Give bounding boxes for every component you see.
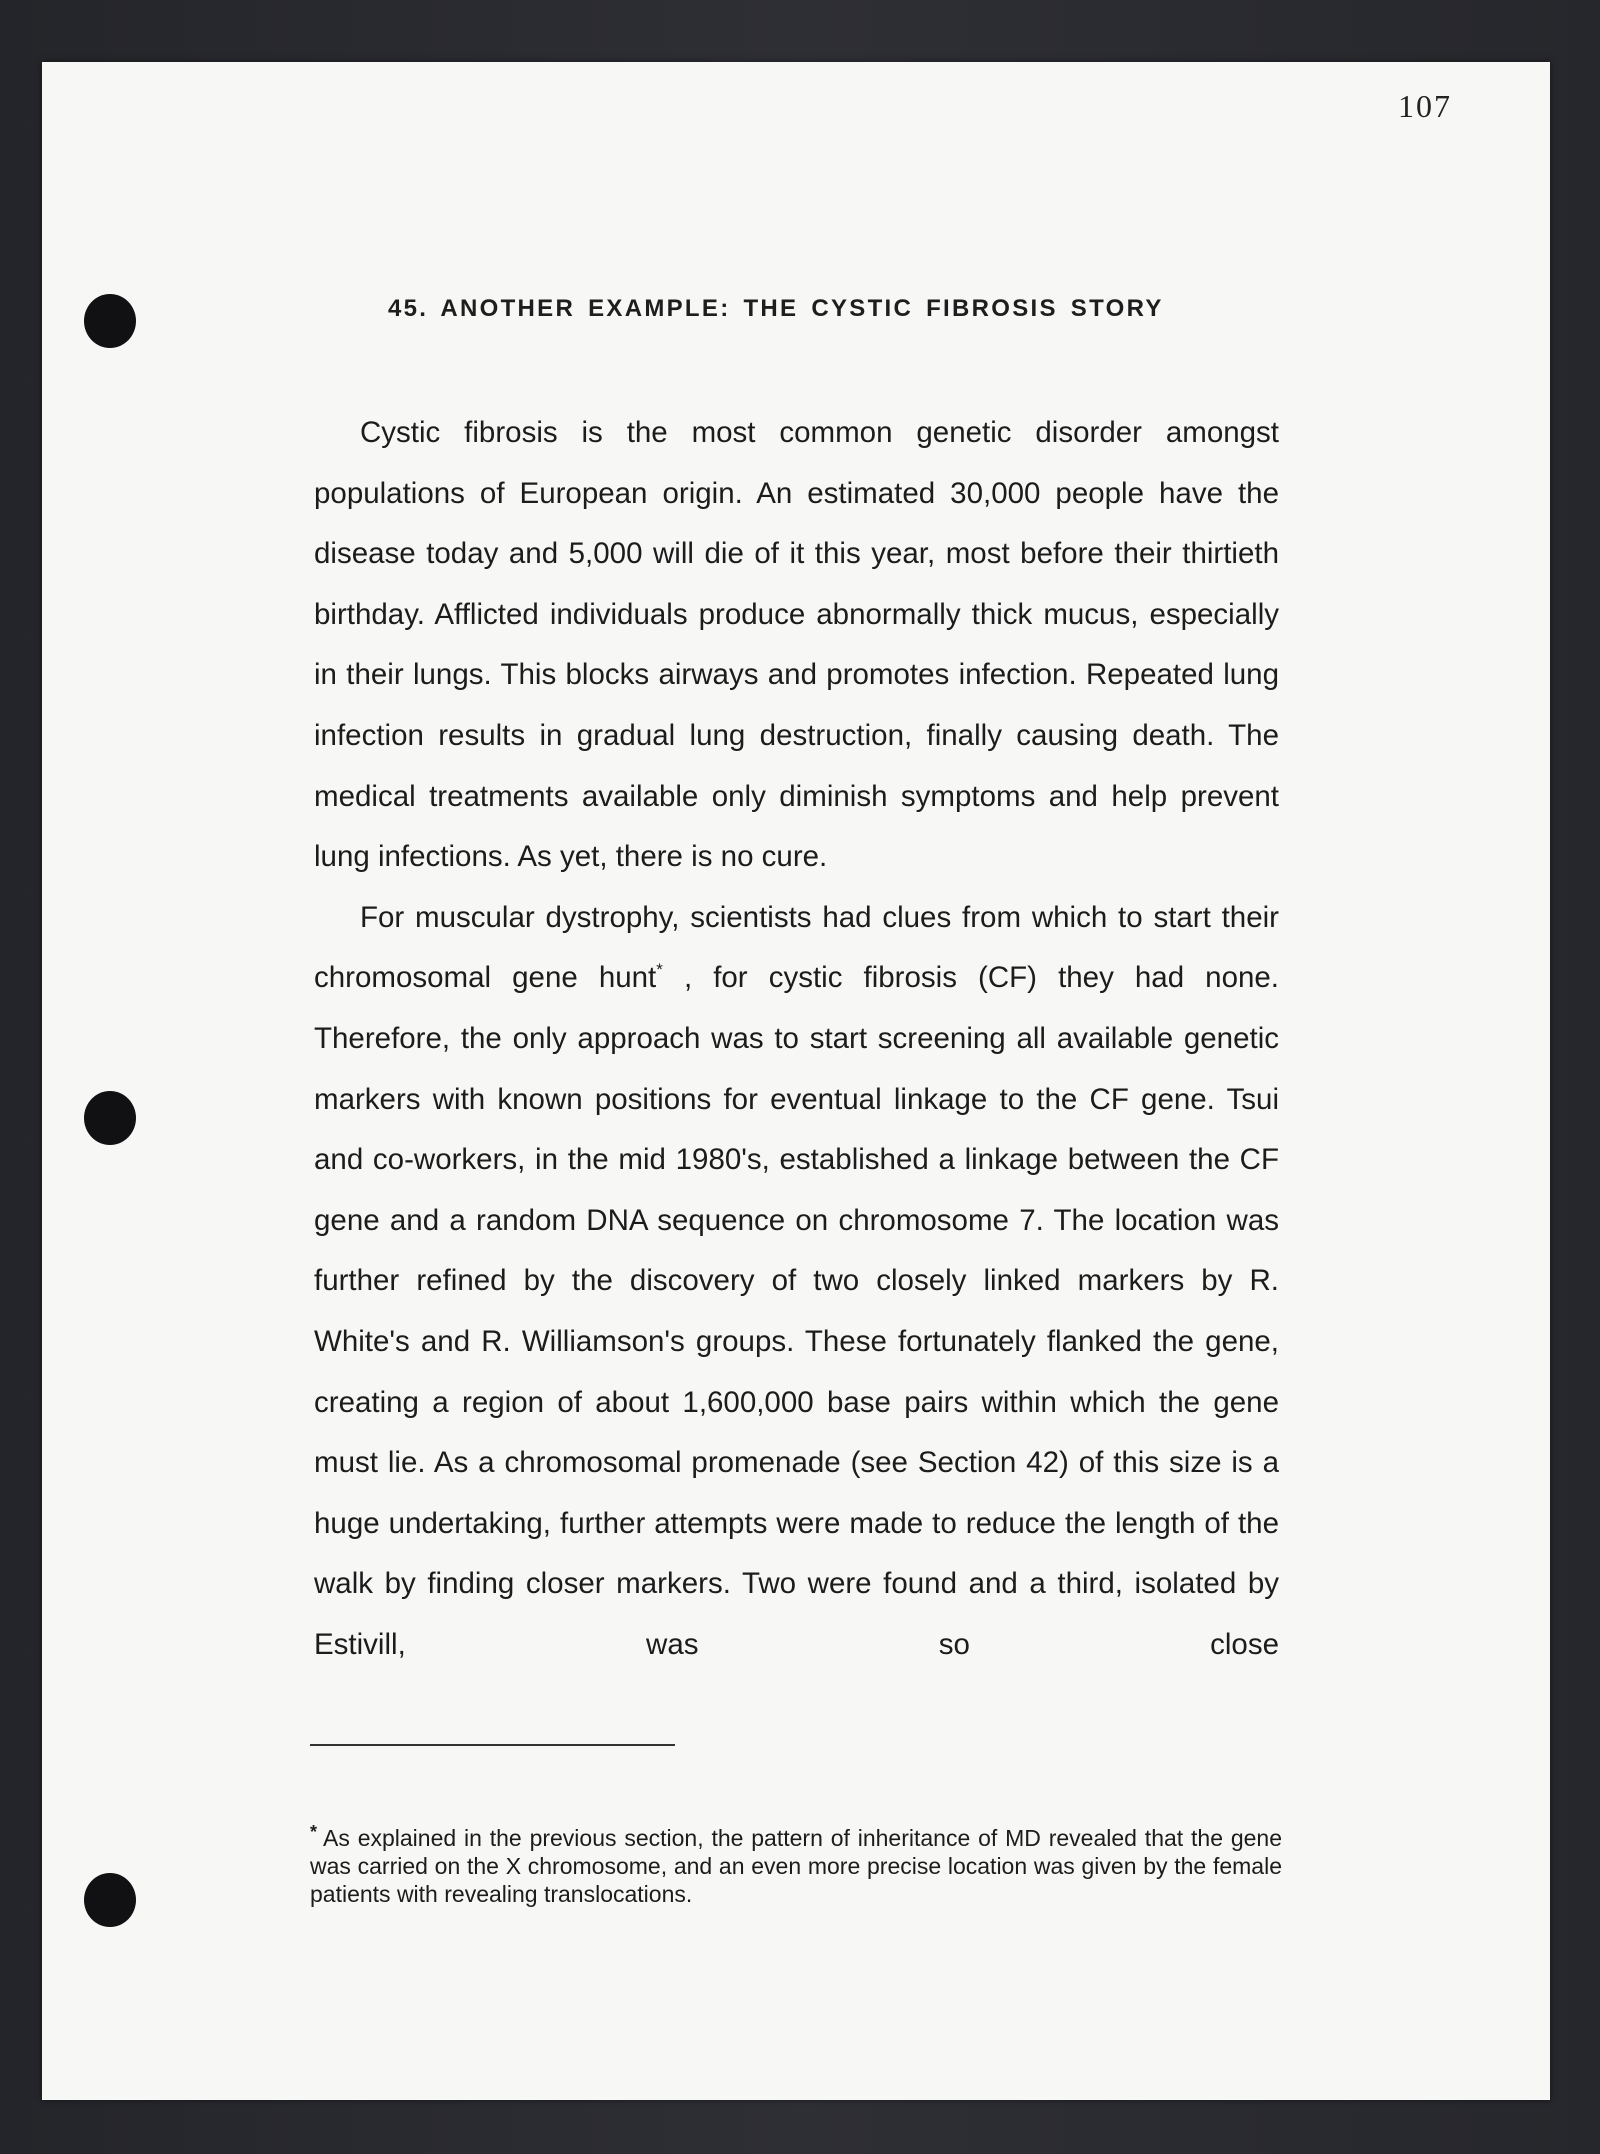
body-text (314, 403, 1279, 1675)
footnote-mark: * (310, 1822, 318, 1842)
paragraph-2-text-end: , for cystic fibrosis (CF) they had none. Therefore, the only approach was to start screening all available genetic markers with known positions for eventual linkage to the CF gene. Tsui and co-workers, in the mid 1980's, established a linkage between the CF gene and a random DNA sequence on chromosome 7. The location was further refined by the discovery of two closely linked markers by R. White's and R. Williamson's groups. These fortunately flanked the gene, creating a region of about 1,600,000 base pairs within which the gene must lie. As a chromosomal promenade (see Section 42) of this size is a huge undertaking, further attempts were made to reduce the length of the walk by finding closer markers. Two were found and a third, isolated by Estivill, was so close (314, 961, 1280, 1661)
footnote-text: As explained in the previous section, the pattern of inheritance of MD revealed that the gene was carried on the X chromosome, and an even more precise location was given by the female patients with revealing translocations. (310, 1825, 1282, 1907)
paragraph-1: Cystic fibrosis is the most common genetic disorder amongst populations of European origin. An estimated 30,000 people have the disease today and 5,000 will die of it this year, most before their thirtieth birthday. Afflicted individuals produce abnormally thick mucus, especially in their lungs. This blocks airways and promotes infection. Repeated lung infection results in gradual lung destruction, finally causing death. The medical treatments available only diminish symptoms and help prevent lung infections. As yet, there is no cure. (314, 416, 1279, 874)
footnote-divider (310, 1744, 675, 1746)
footnote-reference-mark: * (656, 960, 663, 980)
document-page (42, 62, 1550, 2100)
paragraph-2-text-start: For muscular dystrophy, scientists had clues from which to start their chromosomal gene hunt (314, 900, 1279, 995)
page-number: 107 (1398, 88, 1452, 124)
punch-hole-middle (84, 1091, 136, 1145)
punch-hole-bottom (84, 1873, 136, 1927)
punch-hole-top (84, 294, 136, 348)
section-heading: 45. ANOTHER EXAMPLE: THE CYSTIC FIBROSIS STORY (388, 295, 1164, 322)
footnote (310, 1824, 1282, 1908)
paragraph-2 (314, 888, 1279, 1676)
